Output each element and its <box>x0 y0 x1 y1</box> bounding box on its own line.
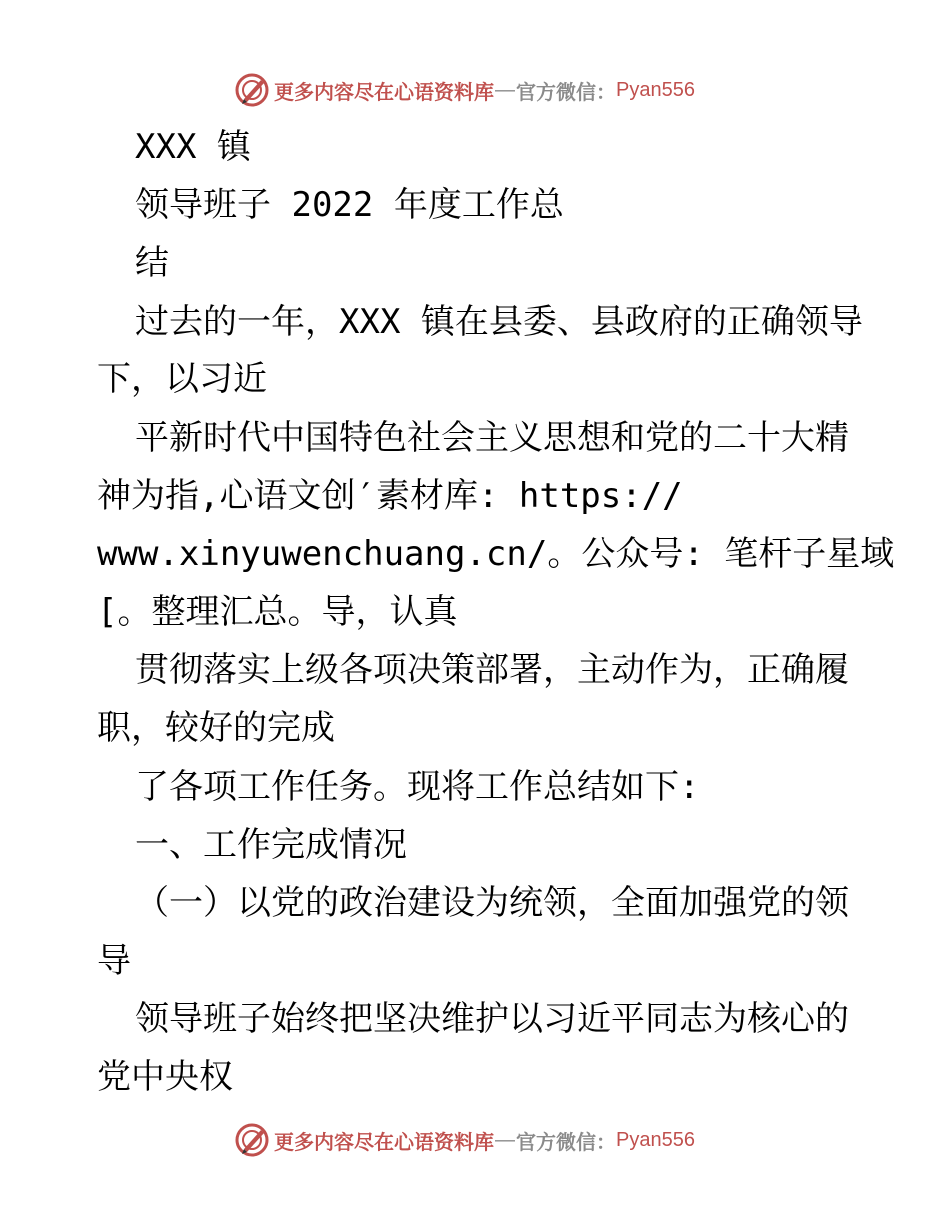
pen-seal-icon <box>234 72 270 108</box>
banner-dash: — <box>495 78 515 101</box>
banner-wechat-id: Pyan556 <box>616 78 695 101</box>
text-line: 了各项工作任务。现将工作总结如下: <box>135 767 700 807</box>
banner-content <box>234 1118 695 1162</box>
banner-dash: — <box>495 1128 515 1151</box>
footer-banner <box>0 1118 950 1162</box>
text-line: 平新时代中国特色社会主义思想和党的二十大精 <box>135 418 849 458</box>
banner-wechat-label: 官方微信： <box>516 79 616 104</box>
pen-seal-icon <box>234 1122 270 1158</box>
text-line: 党中央权 <box>97 1057 233 1097</box>
banner-wechat-label: 官方微信： <box>516 1129 616 1154</box>
text-line: 导 <box>97 941 131 981</box>
text-line: 结 <box>135 243 169 283</box>
text-line: 职，较好的完成 <box>97 708 335 748</box>
subsection-heading: （一）以党的政治建设为统领，全面加强党的领 <box>135 883 849 923</box>
text-line: 过去的一年，XXX 镇在县委、县政府的正确领导 <box>135 302 863 342</box>
text-line: 贯彻落实上级各项决策部署，主动作为，正确履 <box>135 650 849 690</box>
text-line: 领导班子 2022 年度工作总 <box>135 185 564 225</box>
section-heading: 一、工作完成情况 <box>135 825 407 865</box>
header-banner <box>0 68 950 112</box>
text-line: [。整理汇总。导，认真 <box>97 592 458 632</box>
text-line: 神为指,心语文创′素材库: https:// <box>97 476 683 516</box>
banner-main-text: 更多内容尽在心语资料库 <box>274 1129 494 1154</box>
banner-wechat-id: Pyan556 <box>616 1128 695 1151</box>
text-line: 下，以习近 <box>97 359 267 399</box>
banner-content <box>234 68 695 112</box>
text-line: www.xinyuwenchuang.cn/。公众号: 笔杆子星域 <box>97 534 895 574</box>
banner-main-text: 更多内容尽在心语资料库 <box>274 79 494 104</box>
text-line: 领导班子始终把坚决维护以习近平同志为核心的 <box>135 999 849 1039</box>
text-line: XXX 镇 <box>135 127 251 167</box>
